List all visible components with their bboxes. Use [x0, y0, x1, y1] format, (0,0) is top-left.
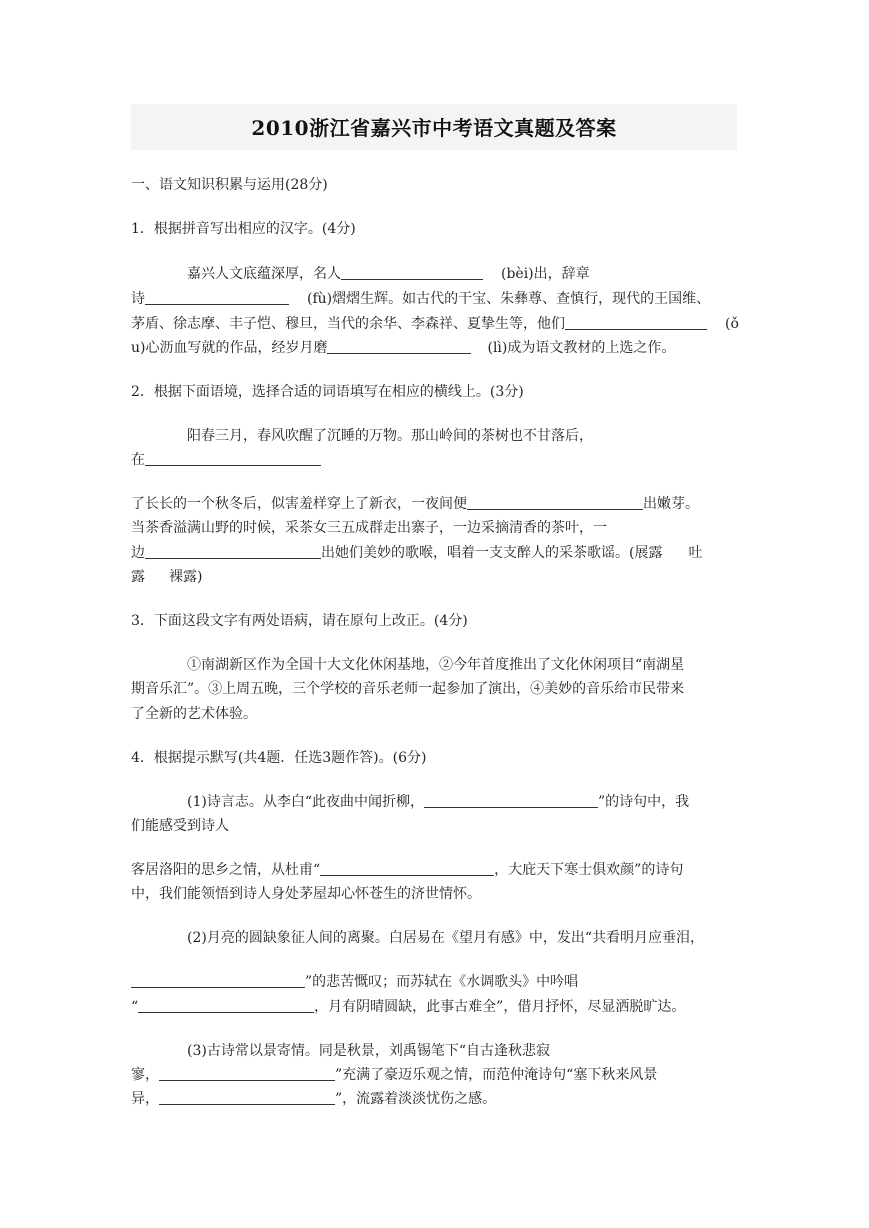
- q4-text: ”的诗句中，我: [598, 794, 690, 810]
- answer-blank[interactable]: [145, 544, 321, 559]
- q2-text: 露: [131, 569, 145, 585]
- q4-text: 异，: [131, 1091, 159, 1107]
- q4-line-2: 们能感受到诗人: [131, 818, 229, 834]
- q4-text: 客居洛阳的思乡之情，从杜甫“: [131, 862, 321, 878]
- q4-line-10: [131, 1090, 496, 1108]
- answer-blank[interactable]: [131, 973, 305, 988]
- q1-text: (lì)成为语文教材的上选之作。: [487, 340, 676, 356]
- q4-text: ”，流露着淡淡忧伤之感。: [335, 1091, 497, 1107]
- q4-text: ，月有阴晴圆缺，此事古难全”，借月抒怀，尽显洒脱旷达。: [314, 999, 686, 1015]
- q1-heading: 1．根据拼音写出相应的汉字。(4分): [131, 221, 356, 237]
- q1-text: 茅盾、徐志摩、丰子恺、穆旦，当代的余华、李森祥、夏挚生等，他们: [131, 316, 565, 332]
- q4-line-4: 中，我们能领悟到诗人身处茅屋却心怀苍生的济世情怀。: [131, 886, 481, 902]
- answer-blank[interactable]: [159, 1066, 335, 1081]
- q1-text: (ǒ: [725, 316, 739, 332]
- q2-text: 在: [131, 452, 145, 468]
- q2-line-6: [131, 568, 202, 586]
- q1-text: 诗: [131, 291, 145, 307]
- q2-heading: 2．根据下面语境，选择合适的词语填写在相应的横线上。(3分): [131, 384, 524, 400]
- q4-line-9: [131, 1066, 657, 1084]
- answer-blank[interactable]: [159, 1090, 335, 1105]
- q4-line-3: [131, 861, 683, 879]
- q4-text: ，大庇天下寒士俱欢颜”的诗句: [494, 862, 684, 878]
- q2-line-2: [131, 451, 321, 469]
- q4-text: ”充满了豪迈乐观之情，而范仲淹诗句“塞下秋来风景: [335, 1067, 658, 1083]
- answer-blank[interactable]: [341, 265, 483, 280]
- q1-text: (fù)熠熠生辉。如古代的干宝、朱彝尊、查慎行，现代的王国维、: [307, 291, 711, 307]
- q2-text: 裸露): [169, 569, 203, 585]
- answer-blank[interactable]: [327, 339, 471, 354]
- q4-text: “: [131, 999, 139, 1015]
- q4-line-1: [187, 793, 689, 811]
- q3-line-1: ①南湖新区作为全国十大文化休闲基地，②今年首度推出了文化休闲项目“南湖星: [187, 657, 685, 673]
- answer-blank[interactable]: [467, 495, 643, 510]
- q2-line-3: [131, 495, 699, 513]
- q4-text: 寥，: [131, 1067, 159, 1083]
- q1-line-3: [131, 315, 739, 333]
- q3-heading: 3．下面这段文字有两处语病，请在原句上改正。(4分): [131, 613, 468, 629]
- answer-blank[interactable]: [565, 315, 707, 330]
- q4-line-8: (3)古诗常以景寄情。同是秋景，刘禹锡笔下“自古逢秋悲寂: [187, 1043, 550, 1059]
- q4-line-7: [131, 998, 685, 1016]
- q1-line-1: [187, 265, 590, 283]
- q2-line-4: 当茶香溢满山野的时候，采茶女三五成群走出寨子，一边采摘清香的茶叶，一: [131, 520, 607, 536]
- q1-text: 嘉兴人文底蕴深厚，名人: [187, 266, 341, 282]
- q4-text: ”的悲苦慨叹；而苏轼在《水调歌头》中吟唱: [305, 974, 579, 990]
- q2-text: 出嫩芽。: [643, 496, 699, 512]
- section-heading: 一、语文知识积累与运用(28分): [131, 177, 328, 193]
- q2-text: 出她们美妙的歌喉，唱着一支支醉人的采茶歌谣。(展露: [321, 545, 663, 561]
- q2-line-1: 阳春三月，春风吹醒了沉睡的万物。那山岭间的茶树也不甘落后，: [187, 428, 593, 444]
- q4-heading: 4．根据提示默写(共4题．任选3题作答)。(6分): [131, 750, 427, 766]
- answer-blank[interactable]: [320, 861, 494, 876]
- q2-text: 边: [131, 545, 145, 561]
- answer-blank[interactable]: [424, 793, 598, 808]
- q4-line-5: (2)月亮的圆缺象征人间的离聚。白居易在《望月有感》中，发出“共看明月应垂泪，: [187, 930, 704, 946]
- q2-line-5: [131, 544, 702, 562]
- q2-text: 了长长的一个秋冬后，似害羞样穿上了新衣，一夜间便: [131, 496, 467, 512]
- q4-line-6: [131, 973, 578, 991]
- q3-line-3: 了全新的艺术体验。: [131, 706, 257, 722]
- q1-text: (bèi)出，辞章: [501, 266, 590, 282]
- q3-line-2: 期音乐汇”。③上周五晚，三个学校的音乐老师一起参加了演出，④美妙的音乐给市民带来: [131, 681, 685, 697]
- answer-blank[interactable]: [145, 290, 289, 305]
- page-title: 2010浙江省嘉兴市中考语文真题及答案: [251, 116, 617, 140]
- q4-text: (1)诗言志。从李白“此夜曲中闻折柳，: [187, 794, 424, 810]
- answer-blank[interactable]: [145, 451, 321, 466]
- q2-text: 吐: [688, 545, 703, 561]
- q1-line-4: [131, 339, 675, 357]
- q1-line-2: [131, 290, 710, 308]
- q1-text: u)心沥血写就的作品，经岁月磨: [131, 340, 328, 356]
- answer-blank[interactable]: [138, 998, 314, 1013]
